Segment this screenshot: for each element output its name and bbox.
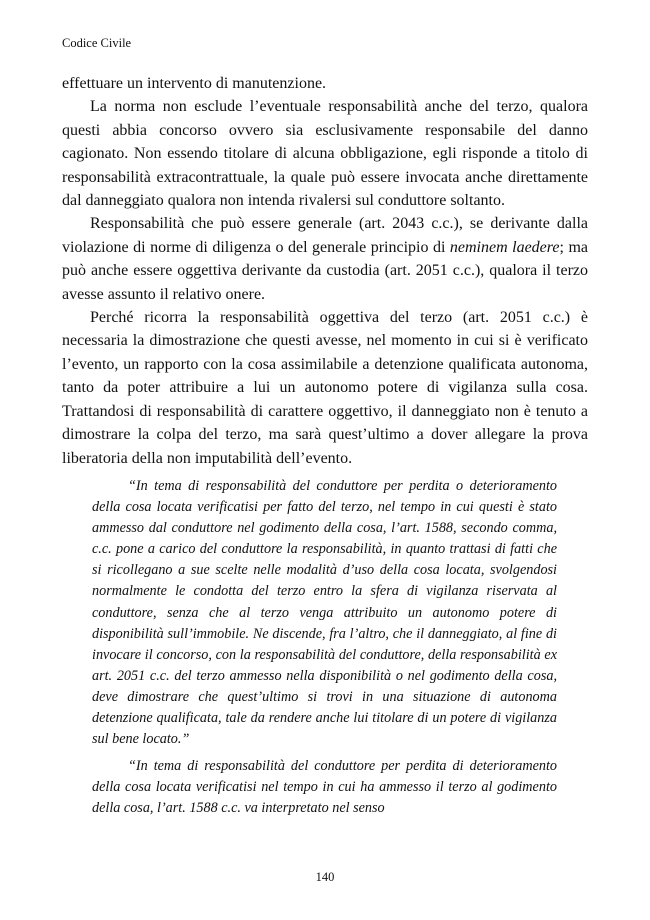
paragraph-text: ; ma può anche essere oggettiva derivante da custodia (art. 2051 c.c.), qualora il terzo avesse assunto il relativo onere.	[62, 238, 589, 303]
paragraph-text: Responsabilità che può essere generale (art. 2043 c.c.), se derivante dalla violazione di norme di diligenza o del generale principio di	[62, 215, 588, 256]
latin-phrase: neminem laedere	[449, 238, 560, 256]
paragraph: Perché ricorra la responsabilità oggettiva del terzo (art. 2051 c.c.) è necessaria la dimostrazione che questi avesse, nel momento in cui si è verificato l’evento, un rapporto con la cosa assimilabile a detenzione qualificata autonoma, tanto da poter attribuire a lui un autonomo potere di vigilanza sulla cosa. Trattandosi di responsabilità di carattere oggettivo, il danneggiato non è tenuto a dimostrare la colpa del terzo, ma sarà quest’ultimo a dover allegare la prova liberatoria della non imputabilità dell’evento.	[62, 309, 588, 467]
quote-block: “In tema di responsabilità del conduttore per perdita di deterioramento della cosa locata verificatisi nel tempo in cui ha ammesso il terzo al godimento della cosa, l’art. 1588 c.c. va interpretato nel senso	[92, 758, 557, 817]
main-text	[62, 72, 588, 470]
paragraph: La norma non esclude l’eventuale responsabilità anche del terzo, qualora questi abbia concorso ovvero sia esclusivamente responsabile del danno cagionato. Non essendo titolare di alcuna obbligazione, egli risponde a titolo di responsabilità extracontrattuale, la quale può essere invocata anche direttamente dal danneggiato qualora non intenda rivalersi sul conduttore soltanto.	[62, 98, 588, 210]
page-number: 140	[315, 870, 335, 884]
quote-block: “In tema di responsabilità del conduttore per perdita o deterioramento della cosa locata verificatisi per fatto del terzo, nel tempo in cui questi è stato ammesso dal conduttore nel godimento della cosa, l’art. 1588, secondo comma, c.c. pone a carico del conduttore la responsabilità, in quanto trattasi di fatti che si ricollegano a sue scelte nelle modalità d’uso della cosa locata, svolgendosi normalmente le condotta del terzo entro la sfera di vigilanza riservata al conduttore, senza che al terzo venga attribuito un autonomo potere di disponibilità sull’immobile. Ne discende, fra l’altro, che il danneggiato, al fine di invocare il concorso, con la responsabilità del conduttore, della responsabilità ex art. 2051 c.c. del terzo ammesso nella disponibilità o nel godimento della cosa, deve dimostrare che quest’ultimo si trovi in una situazione di autonoma detenzione qualificata, tale da rendere anche lui titolare di un potere di vigilanza sul bene locato.”	[92, 478, 557, 748]
paragraph	[62, 212, 588, 306]
case-law-quotes	[92, 476, 557, 820]
paragraph-continuation: effettuare un intervento di manutenzione.	[62, 75, 327, 92]
running-header: Codice Civile	[62, 36, 132, 50]
